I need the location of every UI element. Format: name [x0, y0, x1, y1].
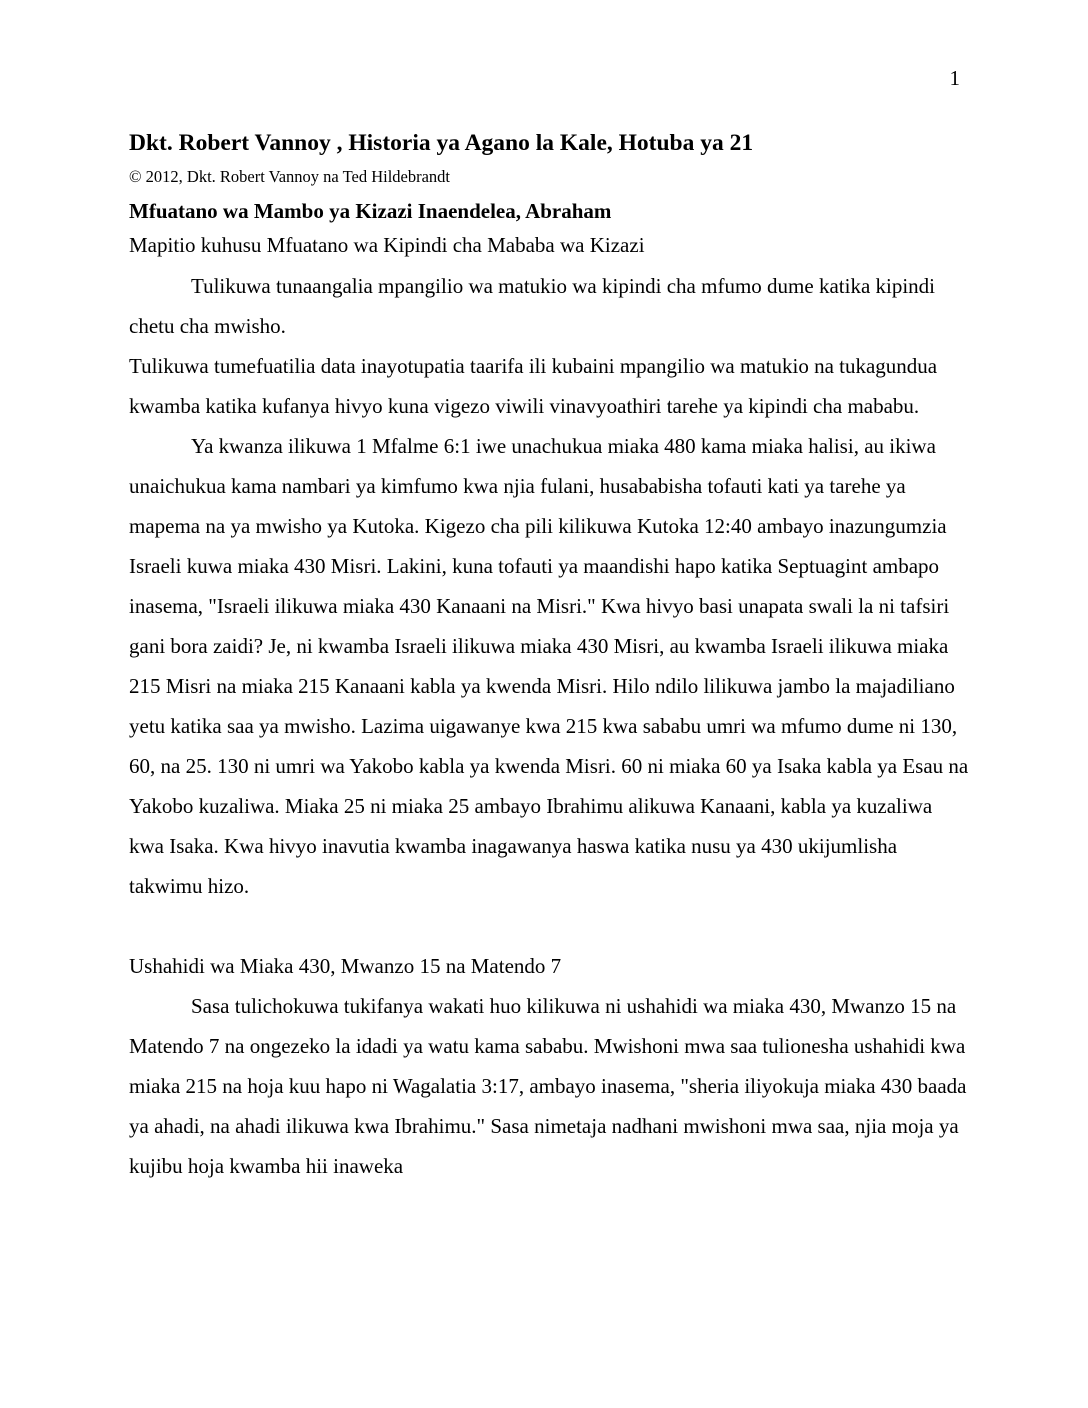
page-number: 1 — [949, 66, 960, 90]
document-content — [129, 126, 969, 1186]
section-title: Mfuatano wa Mambo ya Kizazi Inaendelea, Abraham — [129, 199, 612, 223]
paragraph-4: Sasa tulichokuwa tukifanya wakati huo kilikuwa ni ushahidi wa miaka 430, Mwanzo 15 na Matendo 7 na ongezeko la idadi ya watu kama sababu. Mwishoni mwa saa tulionesha ushahidi kwa miaka 215 na hoja kuu hapo ni Wagalatia 3:17, ambayo inasema, "sheria iliyokuja miaka 430 baada ya ahadi, na ahadi ilikuwa kwa Ibrahimu." Sasa nimetaja nadhani mwishoni mwa saa, njia moja ya kujibu hoja kwamba hii inaweka — [129, 994, 967, 1178]
subheading-review: Mapitio kuhusu Mfuatano wa Kipindi cha Mababa wa Kizazi — [129, 233, 645, 257]
subheading-evidence: Ushahidi wa Miaka 430, Mwanzo 15 na Matendo 7 — [129, 954, 562, 978]
document-title: Dkt. Robert Vannoy , Historia ya Agano la Kale, Hotuba ya 21 — [129, 130, 754, 156]
copyright-notice: © 2012, Dkt. Robert Vannoy na Ted Hildebrandt — [129, 167, 451, 186]
paragraph-1: Tulikuwa tunaangalia mpangilio wa matukio wa kipindi cha mfumo dume katika kipindi chetu cha mwisho. — [129, 274, 936, 338]
paragraph-2: Tulikuwa tumefuatilia data inayotupatia taarifa ili kubaini mpangilio wa matukio na tukagundua kwamba katika kufanya hivyo kuna vigezo viwili vinavyoathiri tarehe ya kipindi cha mababu. — [129, 354, 938, 418]
paragraph-3: Ya kwanza ilikuwa 1 Mfalme 6:1 iwe unachukua miaka 480 kama miaka halisi, au ikiwa unaichukua kama nambari ya kimfumo kwa njia fulani, husababisha tofauti kati ya tarehe ya mapema na ya mwisho ya Kutoka. Kigezo cha pili kilikuwa Kutoka 12:40 ambayo inazungumzia Israeli kuwa miaka 430 Misri. Lakini, kuna tofauti ya maandishi hapo katika Septuagint ambapo inasema, "Israeli ilikuwa miaka 430 Kanaani na Misri." Kwa hivyo basi unapata swali la ni tafsiri gani bora zaidi? Je, ni kwamba Israeli ilikuwa miaka 430 Misri, au kwamba Israeli ilikuwa miaka 215 Misri na miaka 215 Kanaani kabla ya kwenda Misri. Hilo ndilo lilikuwa jambo la majadiliano yetu katika saa ya mwisho. Lazima uigawanye kwa 215 kwa sababu umri wa mfumo dume ni 130, 60, na 25. 130 ni umri wa Yakobo kabla ya kwenda Misri. 60 ni miaka 60 ya Isaka kabla ya Esau na Yakobo kuzaliwa. Miaka 25 ni miaka 25 ambayo Ibrahimu alikuwa Kanaani, kabla ya kuzaliwa kwa Isaka. Kwa hivyo inavutia kwamba inagawanya haswa katika nusu ya 430 ukijumlisha takwimu hizo. — [129, 434, 969, 898]
